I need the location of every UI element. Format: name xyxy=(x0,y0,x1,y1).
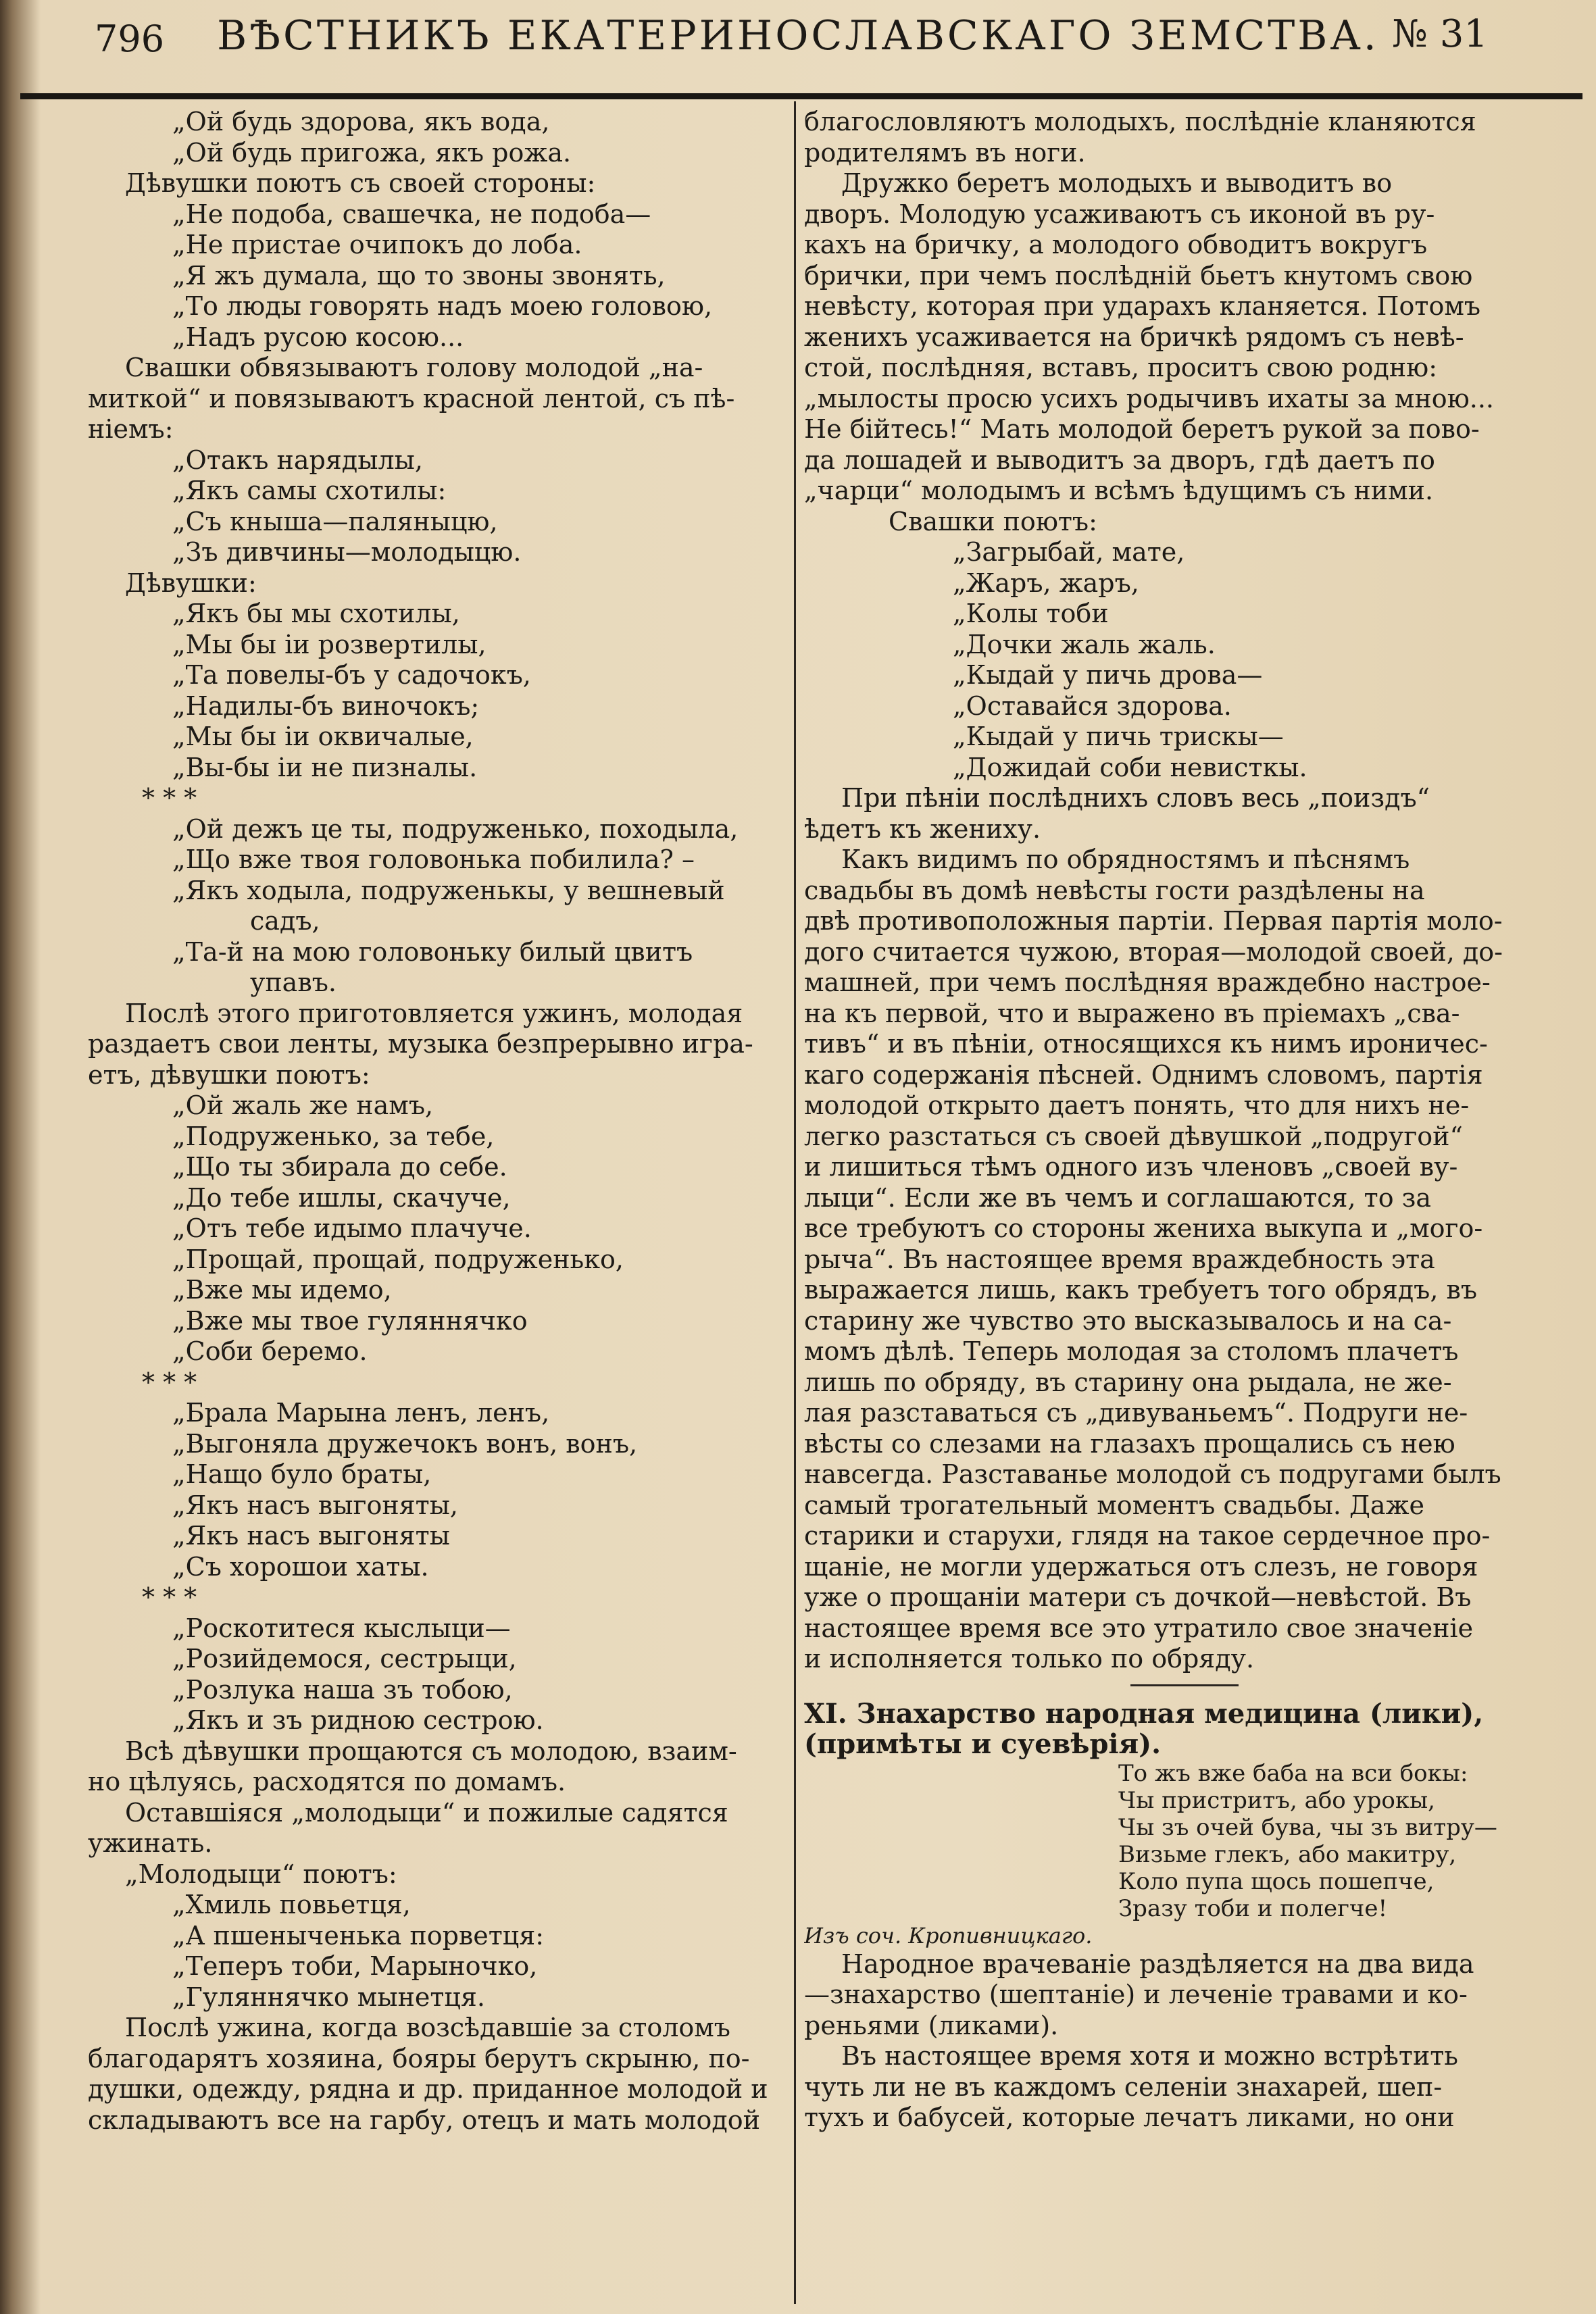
paragraph-start: Всѣ дѣвушки прощаются съ молодою, взаим- xyxy=(125,1736,737,1766)
verse-line: „Загрыбай, мате, xyxy=(953,537,1185,567)
column-divider xyxy=(794,101,796,2304)
verse-line: „Що вже твоя головонька побилила? – xyxy=(172,845,695,874)
verse-line: „Ой будь здорова, якъ вода, xyxy=(172,107,550,136)
paragraph-start: Въ настоящее время хотя и можно встрѣтить xyxy=(841,2041,1458,2071)
text-line: навсегда. Разставанье молодой съ подругами былъ xyxy=(804,1459,1501,1489)
verse-intro: Свашки поютъ: xyxy=(889,506,1097,536)
verse-line: „Отакъ нарядылы, xyxy=(172,445,423,475)
asterism: * * * xyxy=(142,1367,197,1397)
text-line: тивъ“ и въ пѣніи, относящихся къ нимъ ироничес- xyxy=(804,1029,1488,1059)
text-line: етъ, дѣвушки поютъ: xyxy=(88,1059,370,1090)
text-line: миткой“ и повязываютъ красной лентой, съ пѣ- xyxy=(88,383,735,413)
verse-line: „Прощай, прощай, подруженько, xyxy=(172,1244,624,1274)
text-line: на къ первой, что и выражено въ пріемахъ „сва- xyxy=(804,998,1460,1028)
text-line: стой, послѣдняя, вставъ, проситъ свою родню: xyxy=(804,353,1438,382)
text-line: свадьбы въ домѣ невѣсты гости раздѣлены на xyxy=(804,875,1425,905)
verse-line: „Отъ тебе идымо плачуче. xyxy=(172,1213,532,1243)
verse-line: „Надилы-бъ виночокъ; xyxy=(172,690,480,721)
verse-line: „Якъ и зъ ридною сестрою. xyxy=(172,1705,544,1735)
text-line: брички, при чемъ послѣдній бьетъ кнутомъ свою xyxy=(804,260,1473,291)
text-line: тухъ и бабусей, которые лечатъ ликами, но они xyxy=(804,2103,1455,2132)
text-line: да лошадей и выводитъ за дворъ, гдѣ даетъ по xyxy=(804,445,1435,475)
section-heading: XI. Знахарство народная медицина (лики), xyxy=(804,1697,1484,1730)
text-line: рыча“. Въ настоящее время враждебность эта xyxy=(804,1244,1435,1274)
text-line: родителямъ въ ноги. xyxy=(804,137,1086,168)
verse-line: „Вы-бы іи не пизналы. xyxy=(172,752,478,782)
text-line: дворъ. Молодую усаживаютъ съ иконой въ ру- xyxy=(804,199,1435,229)
text-line: невѣсту, которая при ударахъ кланяется. Потомъ xyxy=(804,291,1481,321)
text-line: лишь по обряду, въ старину она рыдала, не же- xyxy=(804,1367,1452,1397)
text-line: —знахарство (шептаніе) и леченіе травами и ко- xyxy=(804,1980,1468,2009)
epigraph-line: Чы пристритъ, або урокы, xyxy=(1118,1786,1435,1814)
text-line: легко разстаться съ своей дѣвушкой „подругой“ xyxy=(804,1121,1463,1151)
verse-line: „До тебе ишлы, скачуче, xyxy=(172,1182,511,1213)
text-line: благодарятъ хозяина, бояры берутъ скрыню, по- xyxy=(88,2043,750,2073)
verse-line: „Мы бы іи розвертилы, xyxy=(172,629,487,659)
verse-line: „Та повелы-бъ у садочокъ, xyxy=(172,660,531,690)
verse-line: „Съ кныша—паляныцю, xyxy=(172,506,498,536)
text-line: кахъ на бричку, а молодого обводитъ вокругъ xyxy=(804,230,1428,259)
paragraph-start: Дѣвушки поютъ съ своей стороны: xyxy=(125,168,596,198)
verse-line: „Брала Марына ленъ, ленъ, xyxy=(172,1398,550,1428)
verse-line: „Нащо було браты, xyxy=(172,1459,432,1489)
verse-line: „Розийдемося, сестрыци, xyxy=(172,1644,517,1674)
text-line: складываютъ все на гарбу, отецъ и мать молодой xyxy=(88,2105,761,2135)
paragraph-start: При пѣніи послѣднихъ словъ весь „поиздъ“ xyxy=(841,783,1430,813)
verse-line: „Якъ бы мы схотилы, xyxy=(172,599,460,628)
verse-line: „А пшеныченька порветця: xyxy=(172,1920,545,1951)
paragraph-start: Какъ видимъ по обрядностямъ и пѣснямъ xyxy=(841,845,1410,874)
verse-line: „Вже мы идемо, xyxy=(172,1275,392,1305)
verse-line: „Якъ ходыла, подруженькы, у вешневый xyxy=(172,875,725,905)
verse-line: „Та-й на мою головоньку билый цвитъ xyxy=(172,936,693,967)
verse-line: „Ой будь пригожа, якъ рожа. xyxy=(172,137,572,168)
verse-line: „Розлука наша зъ тобою, xyxy=(172,1674,513,1705)
epigraph-line: Коло пупа щось пошепче, xyxy=(1118,1867,1435,1895)
text-line: ужинать. xyxy=(88,1828,213,1858)
verse-line: „Якъ насъ выгоняты xyxy=(172,1521,450,1551)
page-number: 796 xyxy=(95,18,165,60)
text-line: ѣдетъ къ жениху. xyxy=(804,813,1041,844)
text-line: момъ дѣлѣ. Теперь молодая за столомъ плачетъ xyxy=(804,1336,1459,1366)
asterism: * * * xyxy=(142,783,197,813)
text-line: и лишиться тѣмъ одного изъ членовъ „своей ву- xyxy=(804,1152,1458,1182)
text-line: лыци“. Если же въ чемъ и соглашаются, то за xyxy=(804,1182,1432,1213)
text-line: Не бійтесь!“ Мать молодой беретъ рукой за пово- xyxy=(804,414,1480,444)
journal-title: ВѢСТНИКЪ ЕКАТЕРИНОСЛАВСКАГО ЗЕМСТВА. xyxy=(217,12,1379,59)
verse-line: „Роскотитеся кыслыци— xyxy=(172,1613,511,1643)
verse-continuation: садъ, xyxy=(250,906,320,936)
epigraph-line: То жъ вже баба на вси бокы: xyxy=(1118,1759,1468,1787)
text-line: уже о прощаніи матери съ дочкой—невѣстой. Въ xyxy=(804,1582,1472,1612)
text-line: настоящее время все это утратило свое значеніе xyxy=(804,1613,1474,1643)
verse-line: „Жаръ, жаръ, xyxy=(953,568,1139,598)
text-line: старики и старухи, глядя на такое сердечное про- xyxy=(804,1521,1491,1551)
text-line: чуть ли не въ каждомъ селеніи знахарей, шеп- xyxy=(804,2071,1443,2102)
verse-line: „Не подоба, свашечка, не подоба— xyxy=(172,199,651,229)
text-line: молодой открыто даетъ понять, что для нихъ не- xyxy=(804,1090,1470,1120)
verse-line: „Що ты збирала до себе. xyxy=(172,1152,507,1182)
verse-line: „Гуляннячко мынетця. xyxy=(172,1982,485,2012)
text-line: „чарци“ молодымъ и всѣмъ ѣдущимъ съ ними. xyxy=(804,476,1434,505)
text-line: но цѣлуясь, расходятся по домамъ. xyxy=(88,1767,566,1796)
left-column xyxy=(88,107,787,2136)
right-column xyxy=(804,107,1564,2134)
verse-line: „Оставайся здорова. xyxy=(953,690,1232,721)
text-line: все требуютъ со стороны жениха выкупа и „мого- xyxy=(804,1213,1483,1243)
paragraph-start: Послѣ этого приготовляется ужинъ, молодая xyxy=(125,998,743,1028)
text-line: реньями (ликами). xyxy=(804,2010,1059,2040)
verse-line: „Колы тоби xyxy=(953,599,1109,628)
text-line: благословляютъ молодыхъ, послѣдніе кланяются xyxy=(804,107,1476,136)
verse-line: „Я жъ думала, що то звоны звонять, xyxy=(172,260,666,291)
text-line: ніемъ: xyxy=(88,414,174,444)
section-divider xyxy=(1130,1684,1239,1686)
epigraph-line: Чы зъ очей бува, чы зъ витру— xyxy=(1118,1813,1497,1841)
paragraph-start: Послѣ ужина, когда возсѣдавшіе за столомъ xyxy=(125,2013,730,2042)
page-header xyxy=(27,0,1569,88)
epigraph-line: Зразу тоби и полегче! xyxy=(1118,1894,1388,1922)
asterism: * * * xyxy=(142,1582,197,1612)
text-line: женихъ усаживается на бричкѣ рядомъ съ невѣ- xyxy=(804,322,1464,352)
verse-line: „Кыдай у пичь трискы— xyxy=(953,722,1284,751)
section-heading: (примѣты и суевѣрія). xyxy=(804,1728,1162,1760)
text-line: машней, при чемъ послѣдняя враждебно настрое- xyxy=(804,967,1491,997)
text-line: выражается лишь, какъ требуетъ того обрядъ, въ xyxy=(804,1275,1478,1305)
verse-line: „Вже мы твое гуляннячко xyxy=(172,1305,528,1336)
verse-line: „Надъ русою косою... xyxy=(172,322,464,352)
paragraph-start: Оставшіяся „молодыци“ и пожилые садятся xyxy=(125,1797,728,1828)
verse-line: „Дочки жаль жаль. xyxy=(953,629,1216,659)
verse-line: „Якъ насъ выгоняты, xyxy=(172,1490,458,1520)
issue-number: № 31 xyxy=(1391,12,1488,56)
header-rule xyxy=(20,93,1582,99)
verse-line: „Соби беремо. xyxy=(172,1336,368,1366)
text-line: вѣсты со слезами на глазахъ прощались съ нею xyxy=(804,1428,1455,1459)
verse-line: „Подруженько, за тебе, xyxy=(172,1121,495,1151)
paragraph-start: Народное врачеваніе раздѣляется на два вида xyxy=(841,1948,1474,1979)
paragraph-start: „Молодыци“ поютъ: xyxy=(125,1859,397,1889)
text-line: раздаетъ свои ленты, музыка безпрерывно игра- xyxy=(88,1029,753,1059)
verse-line: „Кыдай у пичь дрова— xyxy=(953,660,1263,690)
verse-continuation: упавъ. xyxy=(250,967,336,997)
text-line: двѣ противоположныя партіи. Первая партія моло- xyxy=(804,906,1503,936)
epigraph-attribution: Изъ соч. Кропивницкаго. xyxy=(804,1922,1093,1948)
text-line: самый трогательный моментъ свадьбы. Даже xyxy=(804,1490,1425,1520)
text-line: „мылосты просю усихъ родычивъ ихаты за мною... xyxy=(804,383,1495,413)
text-line: лая разставаться съ „дивуваньемъ“. Подруги не- xyxy=(804,1398,1468,1428)
paragraph-start: Дружко беретъ молодыхъ и выводитъ во xyxy=(841,168,1393,198)
paragraph-start: Дѣвушки: xyxy=(125,568,257,598)
text-line: душки, одежду, рядна и др. приданное молодой и xyxy=(88,2074,768,2104)
epigraph-line: Визьме глекъ, або макитру, xyxy=(1118,1840,1457,1868)
verse-line: „Ой дежъ це ты, подруженько, походыла, xyxy=(172,813,739,844)
verse-line: „Зъ дивчины—молодыцю. xyxy=(172,537,522,567)
verse-line: „Ой жаль же намъ, xyxy=(172,1090,434,1120)
text-line: старину же чувство это высказывалось и на са- xyxy=(804,1305,1452,1336)
verse-line: „Не пристае очипокъ до лоба. xyxy=(172,230,582,259)
paragraph-start: Свашки обвязываютъ голову молодой „на- xyxy=(125,353,703,382)
text-line: каго содержанія пѣсней. Однимъ словомъ, партія xyxy=(804,1059,1483,1090)
verse-line: „Якъ самы схотилы: xyxy=(172,476,447,505)
verse-line: „Дожидай соби невисткы. xyxy=(953,752,1307,782)
verse-line: „То люды говорять надъ моею головою, xyxy=(172,291,713,321)
verse-line: „Хмиль повьетця, xyxy=(172,1890,411,1919)
text-line: щаніе, не могли удержаться отъ слезъ, не говоря xyxy=(804,1551,1478,1582)
verse-line: „Съ хорошои хаты. xyxy=(172,1551,429,1582)
verse-line: „Теперъ тоби, Марыночко, xyxy=(172,1951,538,1981)
verse-line: „Мы бы іи оквичалые, xyxy=(172,722,474,751)
verse-line: „Выгоняла дружечокъ вонъ, вонъ, xyxy=(172,1428,638,1459)
text-line: дого считается чужою, вторая—молодой своей, до- xyxy=(804,936,1503,967)
text-line: и исполняется только по обряду. xyxy=(804,1644,1255,1674)
